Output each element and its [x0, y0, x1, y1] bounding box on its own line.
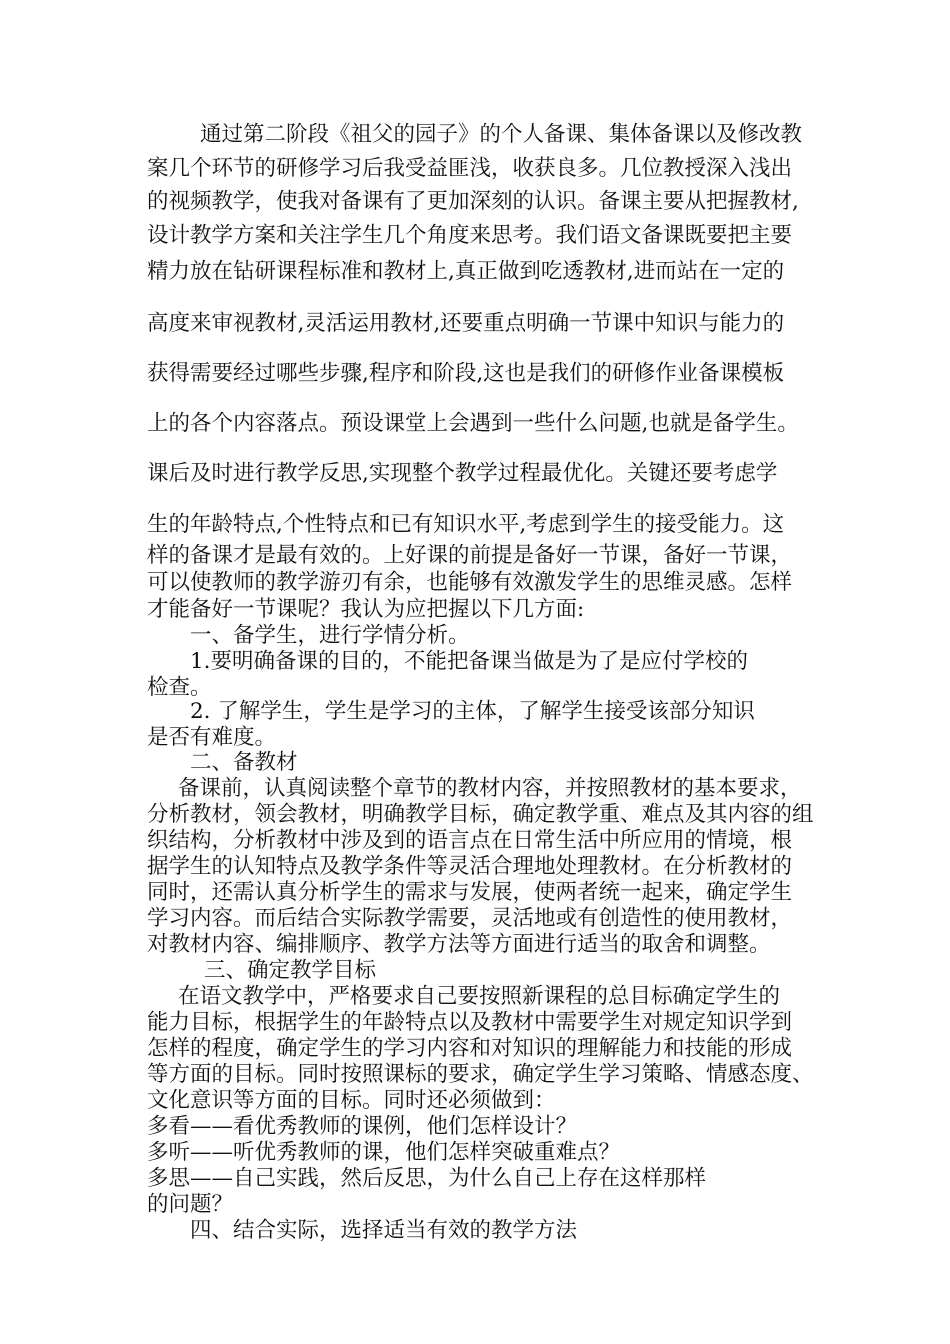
paragraph-line: 据学生的认知特点及教学条件等灵活合理地处理教材。在分析教材的 [147, 854, 793, 879]
paragraph-line: 备课前，认真阅读整个章节的教材内容，并按照教材的基本要求， [178, 776, 802, 801]
section-heading: 三、确定教学目标 [204, 958, 377, 983]
list-item-continuation: 是否有难度。 [147, 725, 277, 750]
think-more-line: 多思——自己实践，然后反思，为什么自己上存在这样那样 [147, 1166, 707, 1191]
intro-line: 精力放在钻研课程标准和教材上,真正做到吃透教材,进而站在一定的 [147, 259, 785, 284]
section-heading: 一、备学生，进行学情分析。 [190, 623, 470, 648]
intro-line: 生的年龄特点,个性特点和已有知识水平,考虑到学生的接受能力。这 [147, 512, 785, 537]
think-more-continuation: 的问题？ [147, 1192, 234, 1217]
section-heading: 四、结合实际，选择适当有效的教学方法 [190, 1218, 578, 1243]
intro-line: 才能备好一节课呢？我认为应把握以下几方面: [147, 597, 585, 622]
paragraph-line: 怎样的程度，确定学生的学习内容和对知识的理解能力和技能的形成 [147, 1036, 793, 1061]
paragraph-line: 能力目标，根据学生的年龄特点以及教材中需要学生对规定知识学到 [147, 1010, 793, 1035]
intro-line: 课后及时进行教学反思,实现整个教学过程最优化。关键还要考虑学 [147, 461, 778, 486]
intro-line: 高度来审视教材,灵活运用教材,还要重点明确一节课中知识与能力的 [147, 311, 785, 336]
paragraph-line: 同时，还需认真分析学生的需求与发展，使两者统一起来，确定学生 [147, 880, 793, 905]
look-more-line: 多看——看优秀教师的课例，他们怎样设计？ [147, 1114, 578, 1139]
section-heading: 二、备教材 [190, 750, 298, 775]
intro-line: 通过第二阶段《祖父的园子》的个人备课、集体备课以及修改教 [200, 122, 803, 147]
intro-line: 样的备课才是最有效的。上好课的前提是备好一节课，备好一节课， [147, 543, 793, 568]
listen-more-line: 多听——听优秀教师的课，他们怎样突破重难点？ [147, 1140, 621, 1165]
paragraph-line: 在语文教学中，严格要求自己要按照新课程的总目标确定学生的 [178, 984, 781, 1009]
intro-line: 案几个环节的研修学习后我受益匪浅，收获良多。几位教授深入浅出 [147, 156, 793, 181]
intro-line: 上的各个内容落点。预设课堂上会遇到一些什么问题,也就是备学生。 [147, 411, 799, 436]
paragraph-line: 文化意识等方面的目标。同时还必须做到： [147, 1088, 556, 1113]
paragraph-line: 学习内容。而后结合实际教学需要，灵活地或有创造性的使用教材， [147, 906, 793, 931]
paragraph-line: 织结构，分析教材中涉及到的语言点在日常生活中所应用的情境，根 [147, 828, 793, 853]
paragraph-line: 分析教材，领会教材，明确教学目标，确定教学重、难点及其内容的组 [147, 802, 814, 827]
intro-line: 获得需要经过哪些步骤,程序和阶段,这也是我们的研修作业备课模板 [147, 361, 785, 386]
paragraph-line: 对教材内容、编排顺序、教学方法等方面进行适当的取舍和调整。 [147, 932, 771, 957]
list-item: 2. 了解学生，学生是学习的主体，了解学生接受该部分知识 [190, 699, 755, 724]
intro-line: 设计教学方案和关注学生几个角度来思考。我们语文备课既要把主要 [147, 223, 793, 248]
paragraph-line: 等方面的目标。同时按照课标的要求，确定学生学习策略、情感态度、 [147, 1062, 814, 1087]
intro-line: 可以使教师的教学游刃有余，也能够有效激发学生的思维灵感。怎样 [147, 570, 793, 595]
intro-line: 的视频教学，使我对备课有了更加深刻的认识。备课主要从把握教材, [147, 189, 799, 214]
list-item: 1.要明确备课的目的，不能把备课当做是为了是应付学校的 [190, 649, 749, 674]
list-item-continuation: 检查。 [147, 675, 212, 700]
